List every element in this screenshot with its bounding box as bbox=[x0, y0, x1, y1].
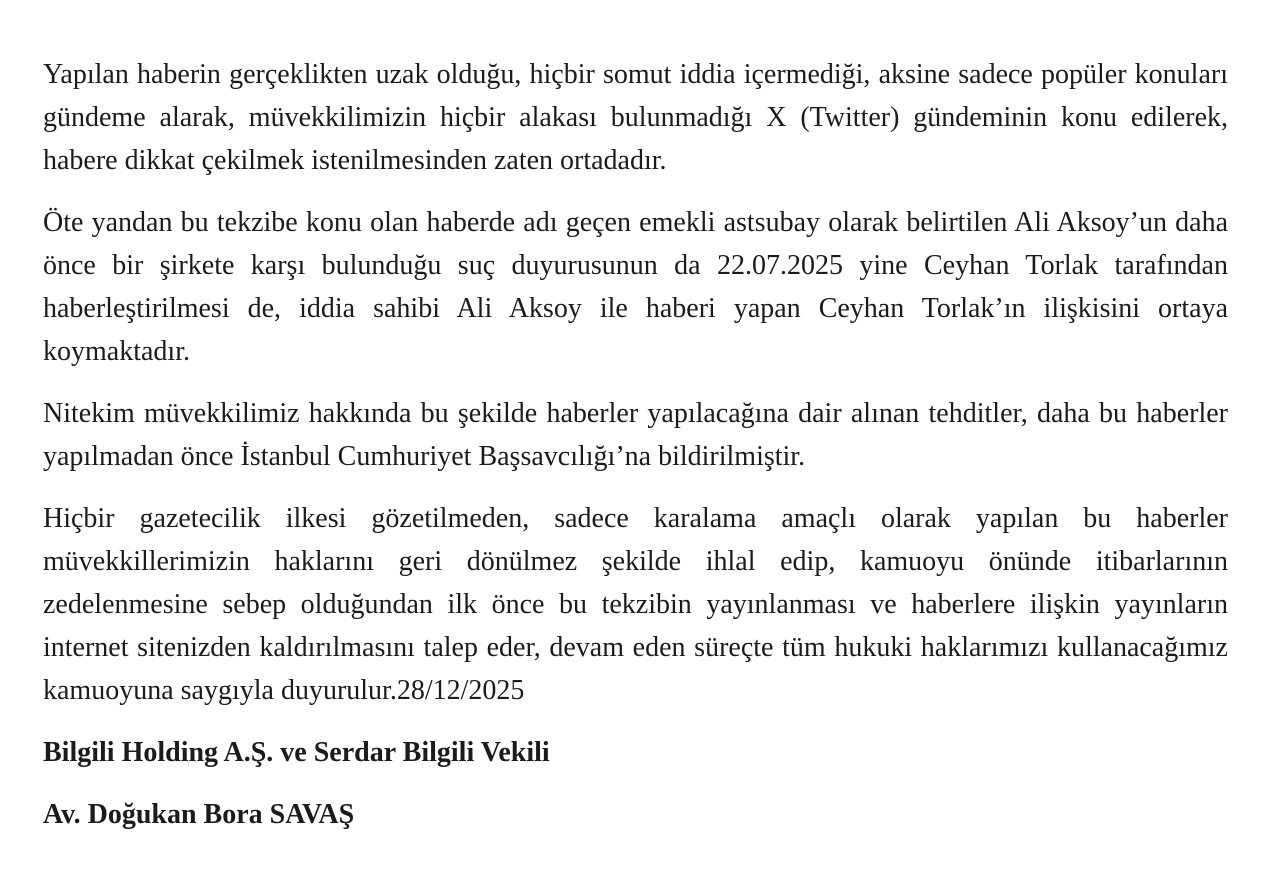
body-paragraph-3: Nitekim müvekkilimiz hakkında bu şekilde haberler yapılacağına dair alınan tehditler, daha bu haberler yapılmadan önce İstanbul Cumhuriyet Başsavcılığı’na bildirilmiştir. bbox=[43, 398, 1228, 472]
body-paragraph-2: Öte yandan bu tekzibe konu olan haberde adı geçen emekli astsubay olarak belirtilen Ali Aksoy’un daha önce bir şirkete karşı bulunduğu suç duyurusunun da 22.07.2025 yine Ceyhan Torlak tarafından haberleştirilmesi de, iddia sahibi Ali Aksoy ile haberi yapan Ceyhan Torlak’ın ilişkisini ortaya koymaktadır. bbox=[43, 207, 1228, 367]
signature-party-line: Bilgili Holding A.Ş. ve Serdar Bilgili Vekili bbox=[43, 737, 550, 768]
body-paragraph-1: Yapılan haberin gerçeklikten uzak olduğu, hiçbir somut iddia içermediği, aksine sadece popüler konuları gündeme alarak, müvekkilimizin hiçbir alakası bulunmadığı X (Twitter) gündeminin konu edilerek, habere dikkat çekilmek istenilmesinden zaten ortadadır. bbox=[43, 59, 1228, 176]
signature-attorney-line: Av. Doğukan Bora SAVAŞ bbox=[43, 799, 355, 830]
body-paragraph-4: Hiçbir gazetecilik ilkesi gözetilmeden, sadece karalama amaçlı olarak yapılan bu haberler müvekkillerimizin haklarını geri dönülmez şekilde ihlal edip, kamuoyu önünde itibarlarının zedelenmesine sebep olduğundan ilk önce bu tekzibin yayınlanması ve haberlere ilişkin yayınların internet sitenizden kaldırılmasını talep eder, devam eden süreçte tüm hukuki haklarımızı kullanacağımız kamuoyuna saygıyla duyurulur.28/12/2025 bbox=[43, 503, 1228, 706]
